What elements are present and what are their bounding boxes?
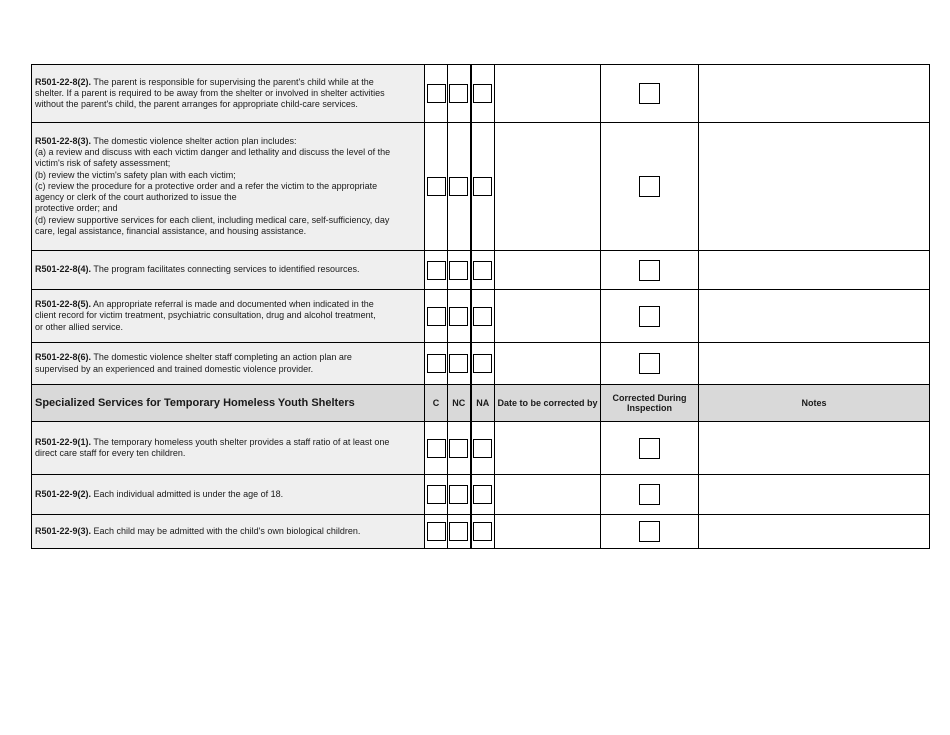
compliant-checkbox[interactable] xyxy=(427,307,446,326)
notes-field[interactable] xyxy=(699,343,930,385)
column-header-corrected: Corrected During Inspection xyxy=(601,385,699,422)
noncompliant-checkbox[interactable] xyxy=(449,307,468,326)
not-applicable-checkbox[interactable] xyxy=(473,261,492,280)
compliant-checkbox[interactable] xyxy=(427,354,446,373)
requirement-text: R501-22-9(1). The temporary homeless youth shelter provides a staff ratio of at least one direct care staff for every ten children. xyxy=(32,422,425,475)
noncompliant-checkbox[interactable] xyxy=(449,439,468,458)
date-to-be-corrected-field[interactable] xyxy=(495,422,601,475)
column-header-c: C xyxy=(425,385,448,422)
requirement-code: R501-22-8(3). xyxy=(35,136,92,147)
notes-field[interactable] xyxy=(699,65,930,123)
requirement-text: R501-22-8(6). The domestic violence shelter staff completing an action plan are supervised by an experienced and trained domestic violence provider. xyxy=(32,343,425,385)
requirement-row xyxy=(32,422,930,475)
requirement-code: R501-22-9(1). xyxy=(35,436,92,447)
corrected-during-inspection-checkbox[interactable] xyxy=(639,521,660,542)
noncompliant-checkbox[interactable] xyxy=(449,177,468,196)
requirement-row xyxy=(32,515,930,549)
not-applicable-checkbox[interactable] xyxy=(473,354,492,373)
requirement-text: R501-22-8(3). The domestic violence shelter action plan includes: (a) a review and discuss with each victim danger and lethality and discuss the level of the victim's risk of safety assessment; (b) review the victim's safety plan with each victim; (c) review the procedure for a protective order and a refer the victim to the appropriate agency or clerk of the court authorized to issue the protective order; and (d) review supportive services for each client, including medical care, self-sufficiency, day care, legal assistance, financial assistance, and housing assistance. xyxy=(32,123,425,251)
requirement-row xyxy=(32,251,930,290)
requirement-code: R501-22-8(2). xyxy=(35,76,92,87)
not-applicable-checkbox[interactable] xyxy=(473,522,492,541)
compliant-checkbox[interactable] xyxy=(427,177,446,196)
compliant-checkbox[interactable] xyxy=(427,261,446,280)
requirement-code: R501-22-8(6). xyxy=(35,352,92,363)
notes-field[interactable] xyxy=(699,123,930,251)
compliant-checkbox[interactable] xyxy=(427,439,446,458)
notes-field[interactable] xyxy=(699,475,930,515)
not-applicable-checkbox[interactable] xyxy=(473,177,492,196)
corrected-during-inspection-checkbox[interactable] xyxy=(639,260,660,281)
notes-field[interactable] xyxy=(699,422,930,475)
corrected-during-inspection-checkbox[interactable] xyxy=(639,353,660,374)
column-header-na: NA xyxy=(471,385,495,422)
column-header-nc: NC xyxy=(448,385,471,422)
column-header-notes: Notes xyxy=(699,385,930,422)
requirement-text: R501-22-8(5). An appropriate referral is made and documented when indicated in the client record for victim treatment, psychiatric consultation, drug and alcohol treatment, or other allied service. xyxy=(32,290,425,343)
not-applicable-checkbox[interactable] xyxy=(473,307,492,326)
date-to-be-corrected-field[interactable] xyxy=(495,123,601,251)
requirement-text: R501-22-8(4). The program facilitates connecting services to identified resources. xyxy=(32,251,425,290)
requirement-code: R501-22-9(3). xyxy=(35,525,92,536)
requirement-row xyxy=(32,290,930,343)
date-to-be-corrected-field[interactable] xyxy=(495,515,601,549)
corrected-during-inspection-checkbox[interactable] xyxy=(639,176,660,197)
requirement-row xyxy=(32,343,930,385)
section-header-row xyxy=(32,385,930,422)
noncompliant-checkbox[interactable] xyxy=(449,354,468,373)
requirement-text: R501-22-9(2). Each individual admitted is under the age of 18. xyxy=(32,475,425,515)
requirement-row xyxy=(32,475,930,515)
date-to-be-corrected-field[interactable] xyxy=(495,475,601,515)
not-applicable-checkbox[interactable] xyxy=(473,439,492,458)
corrected-during-inspection-checkbox[interactable] xyxy=(639,306,660,327)
requirement-row xyxy=(32,123,930,251)
date-to-be-corrected-field[interactable] xyxy=(495,251,601,290)
noncompliant-checkbox[interactable] xyxy=(449,261,468,280)
notes-field[interactable] xyxy=(699,290,930,343)
noncompliant-checkbox[interactable] xyxy=(449,485,468,504)
requirement-code: R501-22-9(2). xyxy=(35,488,92,499)
compliant-checkbox[interactable] xyxy=(427,485,446,504)
requirement-text: R501-22-8(2). The parent is responsible for supervising the parent's child while at the shelter. If a parent is required to be away from the shelter or involved in shelter activities without the parent's child, the parent arranges for appropriate child-care services. xyxy=(32,65,425,123)
requirement-text: R501-22-9(3). Each child may be admitted with the child's own biological children. xyxy=(32,515,425,549)
noncompliant-checkbox[interactable] xyxy=(449,522,468,541)
date-to-be-corrected-field[interactable] xyxy=(495,290,601,343)
notes-field[interactable] xyxy=(699,515,930,549)
not-applicable-checkbox[interactable] xyxy=(473,485,492,504)
date-to-be-corrected-field[interactable] xyxy=(495,343,601,385)
not-applicable-checkbox[interactable] xyxy=(473,84,492,103)
noncompliant-checkbox[interactable] xyxy=(449,84,468,103)
section-title: Specialized Services for Temporary Homeless Youth Shelters xyxy=(32,385,425,422)
column-header-date: Date to be corrected by xyxy=(495,385,601,422)
compliant-checkbox[interactable] xyxy=(427,84,446,103)
date-to-be-corrected-field[interactable] xyxy=(495,65,601,123)
requirement-code: R501-22-8(5). xyxy=(35,299,92,310)
compliance-checklist-table xyxy=(31,64,930,549)
compliant-checkbox[interactable] xyxy=(427,522,446,541)
corrected-during-inspection-checkbox[interactable] xyxy=(639,438,660,459)
notes-field[interactable] xyxy=(699,251,930,290)
corrected-during-inspection-checkbox[interactable] xyxy=(639,83,660,104)
corrected-during-inspection-checkbox[interactable] xyxy=(639,484,660,505)
requirement-row xyxy=(32,65,930,123)
requirement-code: R501-22-8(4). xyxy=(35,264,92,275)
